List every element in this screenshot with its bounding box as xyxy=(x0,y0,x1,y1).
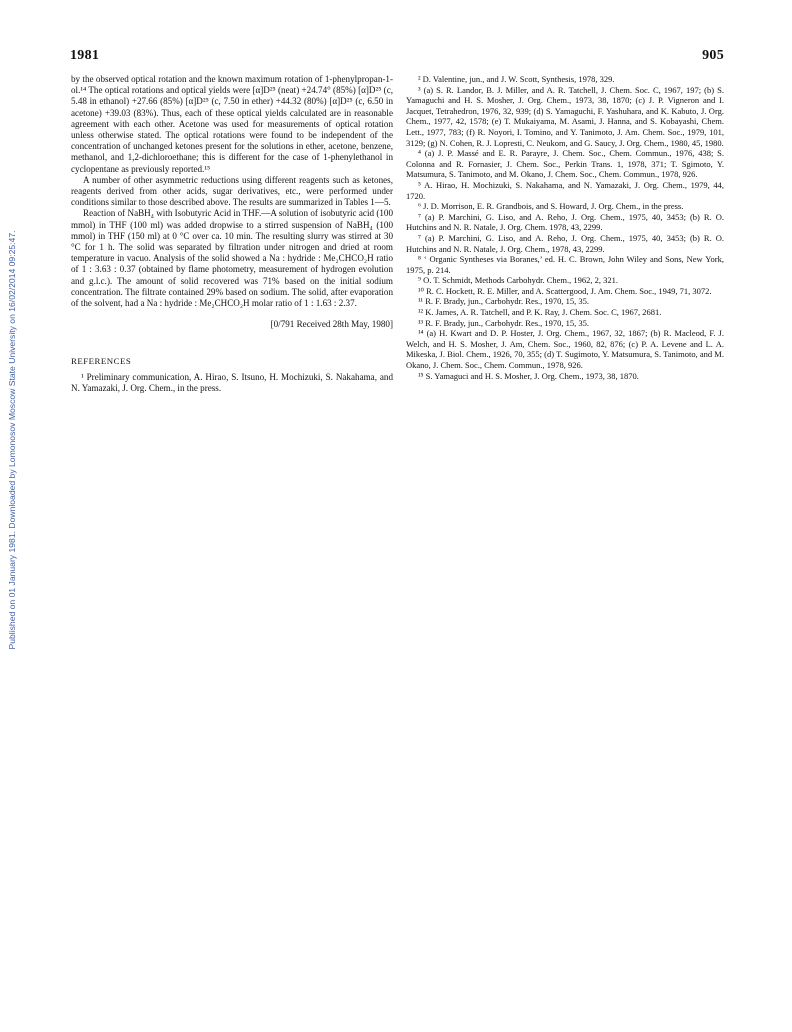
reference-item: ³ (a) S. R. Landor, B. J. Miller, and A. R. Tatchell, J. Chem. Soc. C, 1967, 197; (b) S. Yamaguchi and H. S. Mosher, J. Org. Chem., 1973, 38, 1870; (c) J. P. Vigneron and I. Jacquet, Tetrahedron, 1976, 32, 939; (d) S. Yamaguchi, F. Yashuhara, and K. Kabuto, J. Org. Chem., 1977, 42, 1578; (e) T. Mukaiyama, M. Asami, J. Hanna, and S. Kobayashi, Chem. Lett., 1977, 783; (f) R. Noyori, I. Tomino, and Y. Tanimoto, J. Am. Chem. Soc., 1979, 101, 3129; (g) N. Cohen, R. J. Lopresti, C. Neukom, and G. Saucy, J. Org. Chem., 1980, 45, 1980. xyxy=(406,84,724,148)
reference-item: ⁸ ‘ Organic Syntheses via Boranes,’ ed. H. C. Brown, John Wiley and Sons, New York, 1975, p. 214. xyxy=(406,254,724,275)
experimental-paragraph: Reaction of NaBH₄ with Isobutyric Acid in THF.—A solution of isobutyric acid (100 mmol) in THF (100 ml) was added dropwise to a stirred suspension of NaBH₄ (100 mmol) in THF (150 ml) at 0 °C over ca. 10 min. The resulting slurry was stirred at 30 °C for 1 h. The solid was separated by filtration under nitrogen and dried at room temperature in vacuo. Analysis of the solid showed a Na : hydride : Me₂CHCO₂H ratio of 1 : 3.63 : 0.37 (obtained by flame photometry, measurement of hydrogen evolution and g.l.c.). The amount of solid recovered was 71% based on the initial sodium concentration. The filtrate contained 29% based on sodium. The solid, after evaporation of the solvent, had a Na : hydride : Me₂CHCO₂H molar ratio of 1 : 1.63 : 2.37. xyxy=(71,208,393,309)
references-heading: REFERENCES xyxy=(71,356,132,367)
received-date: [0/791 Received 28th May, 1980] xyxy=(270,319,393,330)
download-watermark-text: Published on 01 January 1981. Downloaded by Lomonosov Moscow State University on 16/02/2014 09:25:47. xyxy=(7,230,17,650)
body-paragraph: by the observed optical rotation and the known maximum rotation of 1-phenylpropan-1-ol.¹⁴ The optical rotations and optical yields were [α]D²⁵ (neat) +24.74° (85%) [α]D²⁵ (c, 5.48 in ethanol) +27.66 (85%) [α]D²⁵ (c, 7.50 in ether) +44.32 (80%) [α]D²⁵ (c, 6.50 in acetone) +39.03 (83%). Thus, each of these optical yields calculated are in reasonable agreement with each other. Acetone was used for measurements of optical rotation unless otherwise stated. The optical rotations were found to be independent of the concentration of unchanged ketones present for the solutions in ether, acetone, benzene, methanol, and 1,2-dichloroethane; this is different for the case of 1-phenylethanol in cyclopentane as previously reported.¹⁵ xyxy=(71,74,393,174)
reference-item: ¹³ R. F. Brady, jun., Carbohydr. Res., 1970, 15, 35. xyxy=(418,317,590,328)
reference-item: ¹⁵ S. Yamaguci and H. S. Mosher, J. Org. Chem., 1973, 38, 1870. xyxy=(418,370,639,381)
reference-item: ² D. Valentine, jun., and J. W. Scott, Synthesis, 1978, 329. xyxy=(418,74,615,84)
reference-item: ⁷ (a) P. Marchini, G. Liso, and A. Reho, J. Org. Chem., 1975, 40, 3453; (b) R. O. Hutchins and N. R. Natale, J. Org. Chem. 1978, 43, 2299. xyxy=(406,211,724,233)
body-paragraph: A number of other asymmetric reductions using different reagents such as ketones, reagents derived from other acids, sugar derivatives, etc., were performed under conditions similar to those described above. The results are summarized in Tables 1—5. xyxy=(71,174,393,208)
reference-item: ¹² K. James, A. R. Tatchell, and P. K. Ray, J. Chem. Soc. C, 1967, 2681. xyxy=(418,307,662,318)
year-header: 1981 xyxy=(70,48,100,63)
reference-item: ¹¹ R. F. Brady, jun., Carbohydr. Res., 1970, 15, 35. xyxy=(418,296,590,307)
page-number: 905 xyxy=(702,48,724,63)
reference-item: ¹⁴ (a) H. Kwart and D. P. Hoster, J. Org. Chem., 1967, 32, 1867; (b) R. Macleod, F. J. Welch, and H. S. Mosher, J. Am, Chem. Soc., 1960, 82, 876; (c) P. A. Levene and L. A. Mikeska, J. Biol. Chem., 1926, 70, 355; (d) T. Sugimoto, Y. Matsumura, S. Tanimoto, and M. Okano, J. Chem. Soc., Chem. Commun., 1978, 926. xyxy=(406,328,724,371)
reference-item: ⁶ J. D. Morrison, E. R. Grandbois, and S. Howard, J. Org. Chem., in the press. xyxy=(418,201,684,212)
reference-item: ⁴ (a) J. P. Massé and E. R. Parayre, J. Chem. Soc., Chem. Commun., 1976, 438; S. Colonna and R. Fornasier, J. Chem. Soc., Perkin Trans. 1, 1978, 371; T. Sgimoto, Y. Matsumura, S. Tanimoto, and M. Okano, J. Chem. Soc., Chem. Commun., 1978, 926. xyxy=(406,148,724,180)
reference-item: ⁵ A. Hirao, H. Mochizuki, S. Nakahama, and N. Yamazaki, J. Org. Chem., 1979, 44, 1720. xyxy=(406,179,724,201)
reference-item: ¹⁰ R. C. Hockett, R. E. Miller, and A. Scattergood, J. Am. Chem. Soc., 1949, 71, 3072. xyxy=(418,285,712,296)
right-column xyxy=(406,74,724,381)
reference-item: ⁹ O. T. Schmidt, Methods Carbohydr. Chem., 1962, 2, 321. xyxy=(418,275,619,286)
reference-item: ¹ Preliminary communication, A. Hirao, S. Itsuno, H. Mochizuki, S. Nakahama, and N. Yamazaki, J. Org. Chem., in the press. xyxy=(71,371,393,393)
left-column xyxy=(71,74,393,394)
reference-item: ⁷ (a) P. Marchini, G. Liso, and A. Reho, J. Org. Chem., 1975, 40, 3453; (b) R. O. Hutchins and N. R. Natale, J. Org. Chem., 1978, 43, 2299. xyxy=(406,232,724,254)
download-watermark xyxy=(2,160,22,720)
